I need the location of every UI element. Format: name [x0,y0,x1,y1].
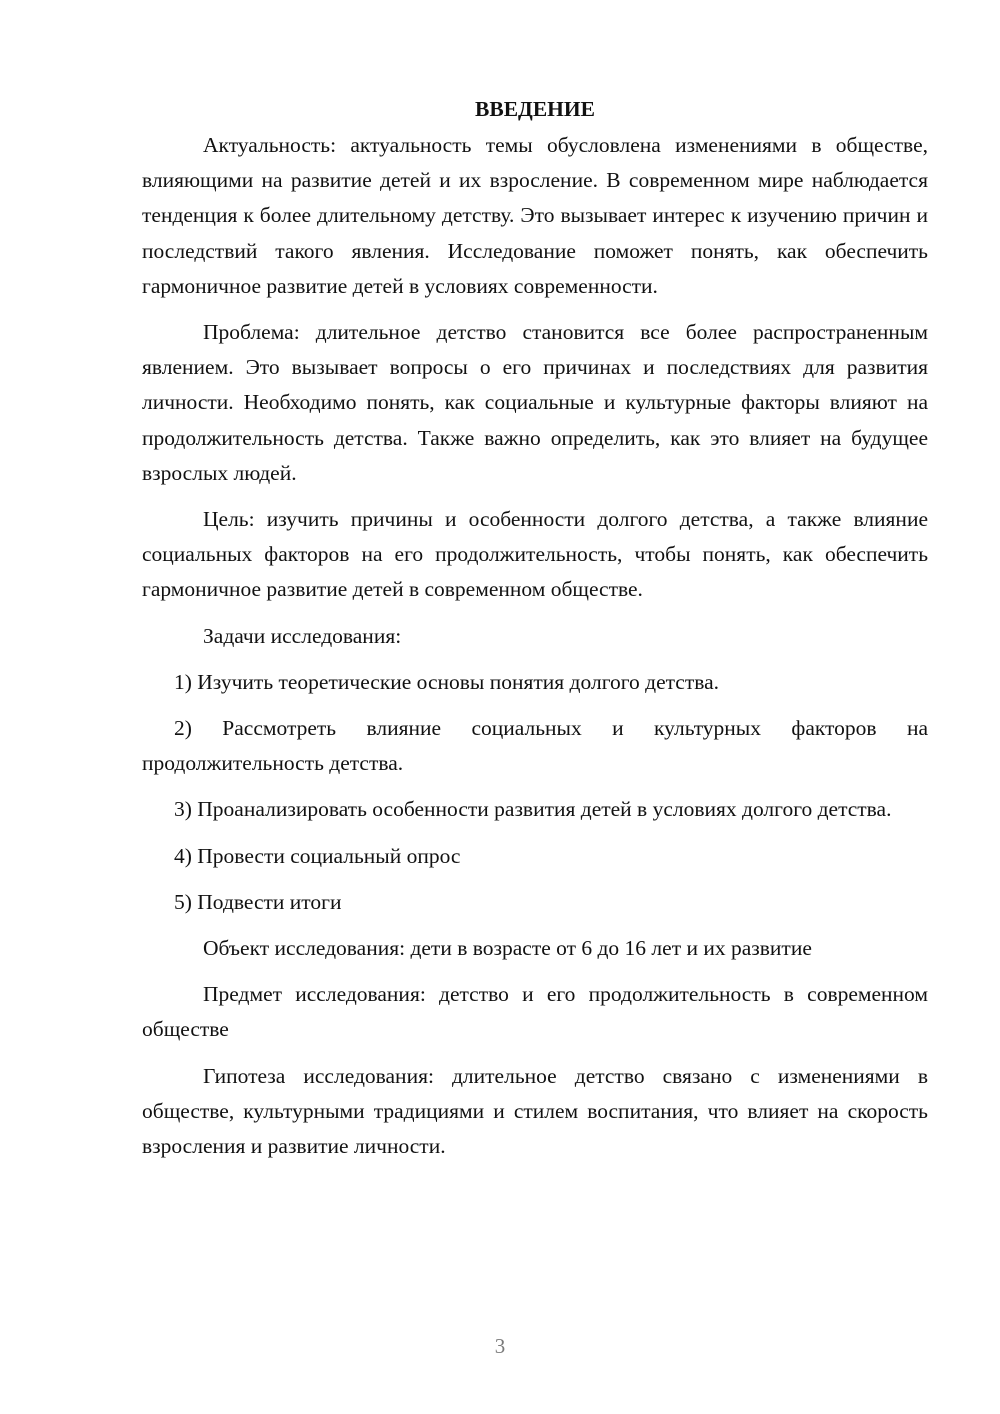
task-item-1: 1) Изучить теоретические основы понятия долгого детства. [174,669,719,694]
paragraph-subject: Предмет исследования: детство и его продолжительность в современном обществе [142,982,928,1042]
paragraph-relevance: Актуальность: актуальность темы обусловлена изменениями в обществе, влияющими на развитие детей и их взросление. В современном мире наблюдается тенденция к более длительному детству. Это вызывает интерес к изучению причин и последствий такого явления. Исследование поможет понять, как обеспечить гармоничное развитие детей в условиях современности. [142,133,928,298]
task-item-4: 4) Провести социальный опрос [174,843,461,868]
paragraph-hypothesis: Гипотеза исследования: длительное детство связано с изменениями в обществе, культурными традициями и стилем воспитания, что влияет на скорость взросления и развитие личности. [142,1063,928,1159]
task-item-5: 5) Подвести итоги [174,889,342,914]
document-title: ВВЕДЕНИЕ [475,97,595,121]
task-item-2: 2) Рассмотреть влияние социальных и культурных факторов на продолжительность детства. [142,716,928,776]
paragraph-object: Объект исследования: дети в возрасте от 6 до 16 лет и их развитие [203,936,812,961]
paragraph-tasks-heading: Задачи исследования: [203,623,402,648]
document-page [142,92,928,1175]
page-number: 3 [494,1334,506,1358]
paragraph-problem: Проблема: длительное детство становится все более распространенным явлением. Это вызывает вопросы о его причинах и последствиях для развития личности. Необходимо понять, как социальные и культурные факторы влияют на продолжительность детства. Также важно определить, как это влияет на будущее взрослых людей. [142,320,928,485]
task-item-3: 3) Проанализировать особенности развития детей в условиях долгого детства. [174,797,892,822]
paragraph-goal: Цель: изучить причины и особенности долгого детства, а также влияние социальных факторов на его продолжительность, чтобы понять, как обеспечить гармоничное развитие детей в современном обществе. [142,507,928,602]
